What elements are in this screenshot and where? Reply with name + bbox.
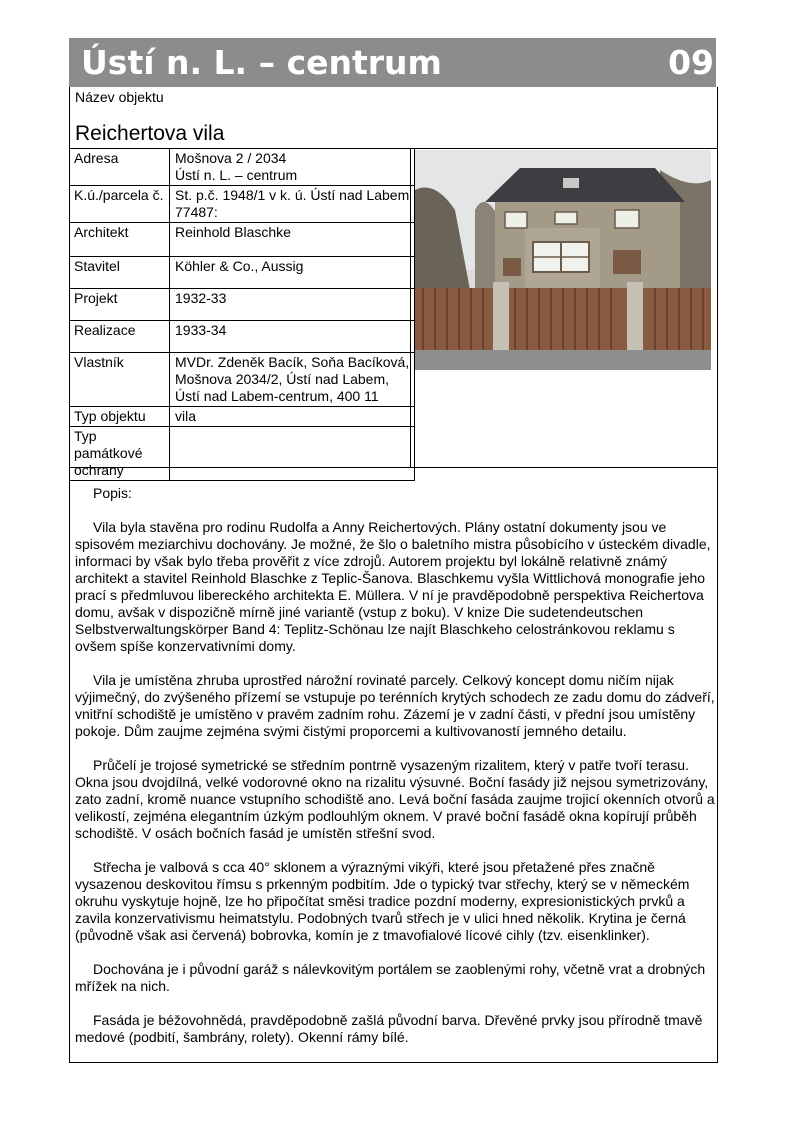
row-value-line: Reinhold Blaschke xyxy=(175,224,291,240)
object-name-value: Reichertova vila xyxy=(75,122,225,145)
row-key: Architekt xyxy=(69,223,170,257)
row-value xyxy=(170,353,415,407)
row-key: Adresa xyxy=(69,149,170,186)
description-paragraph: Fasáda je béžovohnědá, pravděpodobně zašlá původní barva. Dřevěné prvky jsou přírodně tmavě medové (podbití, šambrány, rolety). Okenní rámy bílé. xyxy=(75,1012,703,1045)
row-key: Vlastník xyxy=(69,353,170,407)
description-paragraph: Dochována je i původní garáž s nálevkovitým portálem se zaoblenými rohy, včetně vrat a drobných mřížek na nich. xyxy=(75,961,706,994)
row-value-line: St. p.č. 1948/1 v k. ú. Ústí nad Labem xyxy=(175,187,410,203)
row-value xyxy=(170,149,415,186)
table-right-border xyxy=(410,148,411,468)
row-value xyxy=(170,289,415,321)
header-number: 09 xyxy=(668,43,714,82)
object-name-label: Název objektu xyxy=(75,89,164,105)
description-heading: Popis: xyxy=(93,485,132,501)
row-value xyxy=(170,186,415,223)
table-row xyxy=(69,407,415,427)
table-row xyxy=(69,321,415,353)
info-table xyxy=(69,148,415,481)
section-divider xyxy=(69,467,718,468)
table-row xyxy=(69,186,415,223)
description-paragraph: Střecha je valbová s cca 40° sklonem a výraznými vikýři, které jsou přetažené přes značně vysazenou deskovitou římsu s prkenným podbitím. Jde o typický tvar střechy, který se v německém okruhu vyskytuje hojně, lze ho připočítat směsi tradice pozdní moderny, expresionistických prvků a zavila konzervativismu heimatstylu. Podobných tvarů střech je v ulici hned několik. Krytina je černá (původně však asi červená) bobrovka, komín je z tmavofialové lícové cihly (tzv. eisenklinker). xyxy=(75,859,690,943)
row-value xyxy=(170,321,415,353)
row-key: Projekt xyxy=(69,289,170,321)
row-key: K.ú./parcela č. xyxy=(69,186,170,223)
table-row xyxy=(69,289,415,321)
row-value xyxy=(170,223,415,257)
row-value-line: Mošnova 2 / 2034 xyxy=(175,150,287,166)
row-value xyxy=(170,427,415,481)
row-key: Typ památkové ochrany xyxy=(69,427,170,481)
table-row xyxy=(69,257,415,289)
row-value-line: Köhler & Co., Aussig xyxy=(175,258,304,274)
row-key: Stavitel xyxy=(69,257,170,289)
row-key: Typ objektu xyxy=(69,407,170,427)
row-value-line: MVDr. Zdeněk Bacík, Soňa Bacíková, xyxy=(175,354,410,370)
table-row xyxy=(69,223,415,257)
description-paragraph: Vila je umístěna zhruba uprostřed nárožní rovinaté parcely. Celkový koncept domu ničím nijak výjimečný, do zvýšeného přízemí se vstupuje po terénních krytých schodech ze zadu domu do zádveří, vnitřní schodiště je umístěno v pravém zadním rohu. Zázemí je v zadní části, v přední jsou umístěny pokoje. Dům zaujme zejména svými čistými proporcemi a kultivovaností jemného detailu. xyxy=(75,672,715,739)
row-value-line: vila xyxy=(175,408,197,424)
table-row xyxy=(69,427,415,481)
row-value-line: 1933-34 xyxy=(175,322,227,338)
row-value xyxy=(170,407,415,427)
villa-photo xyxy=(415,150,711,370)
table-row xyxy=(69,149,415,186)
description-paragraph: Vila byla stavěna pro rodinu Rudolfa a Anny Reichertových. Plány ostatní dokumenty jsou ve spisovém meziarchivu dochovány. Je možné, že šlo o baletního mistra působícího v ústeckém divadle, informaci by však bylo třeba prověřit z více zdrojů. Autorem projektu byl lokálně relativně známý architekt a stavitel Reinhold Blaschke z Teplic-Šanova. Blaschkemu vyšla Wittlichová monografie jeho prací s předmluvou libereckého architekta E. Müllera. V ní je pravděpodobně perspektiva Reichertova domu, avšak v dispozičně mírně jiné variantě (vstup z boku). V knize Die sudetendeutschen Selbstverwaltungskörper Band 4: Teplitz-Schönau lze najít Blaschkeho celostránkovou reklamu s ovšem spíše konzervativními domy. xyxy=(75,519,711,654)
page-header xyxy=(69,38,716,87)
row-value-line: Ústí nad Labem-centrum, 400 11 xyxy=(175,388,379,404)
row-value-line: Ústí n. L. – centrum xyxy=(175,167,298,183)
row-value-line: 77487: xyxy=(175,204,218,220)
row-value-line: 1932-33 xyxy=(175,290,227,306)
description xyxy=(75,485,715,1063)
description-paragraph: Průčelí je trojosé symetrické se středním pontrně vysazeným rizalitem, který v patře tvoří terasu. Okna jsou dvojdílná, velké vodorovné okno na rizalitu výsuvné. Boční fasády již nejsou symetrizovány, zato zadní, kromě nuance vstupního schodiště ano. Levá boční fasáda zaujme trojicí okenních otvorů a velikostí, zejména elegantním úzkým podlouhlým oknem. V pravé boční fasádě okna kopírují průběh schodiště. V osách bočních fasád je umístěn střešní svod. xyxy=(75,757,715,841)
row-value-line: Mošnova 2034/2, Ústí nad Labem, xyxy=(175,371,390,387)
header-title: Ústí n. L. – centrum xyxy=(81,43,442,82)
row-value xyxy=(170,257,415,289)
table-row xyxy=(69,353,415,407)
object-name-box xyxy=(69,87,718,149)
row-key: Realizace xyxy=(69,321,170,353)
